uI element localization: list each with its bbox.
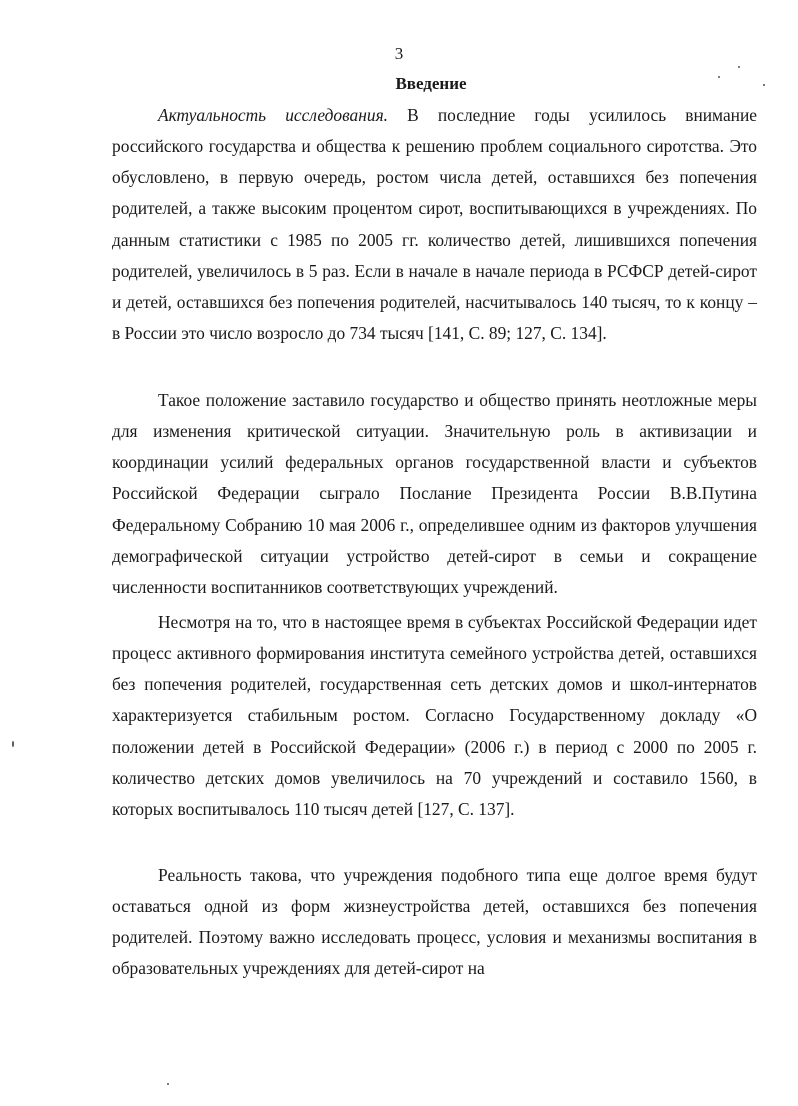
scan-speck — [763, 84, 765, 86]
paragraph-lead: Актуальность исследования. — [158, 105, 388, 125]
paragraph-government-measures — [112, 385, 757, 603]
paragraph-text: Несмотря на то, что в настоящее время в субъектах Российской Федерации идет процесс активного формирования института семейного устройства детей, оставшихся без попечения родителей, государственная сеть детских домов и школ-интернатов характеризуется стабильным ростом. Согласно Государственному докладу «О положении детей в Российской Федерации» (2006 г.) в период с 2000 по 2005 г. количество детских домов увеличилось на 70 учреждений и составило 1560, в которых воспитывалось 110 тысяч детей [127, С. 137]. — [112, 612, 757, 819]
paragraph-text: Такое положение заставило государство и общество принять неотложные меры для изменения критической ситуации. Значительную роль в активизации и координации усилий федеральных органов государственной власти и субъектов Российской Федерации сыграло Послание Президента России В.В.Путина Федеральному Собранию 10 мая 2006 г., определившее одним из факторов улучшения демографической ситуации устройство детей-сирот в семьи и сокращение численности воспитанников соответствующих учреждений. — [112, 390, 757, 597]
paragraph-text: Реальность такова, что учреждения подобного типа еще долгое время будут оставаться одной из форм жизнеустройства детей, оставшихся без попечения родителей. Поэтому важно исследовать процесс, условия и механизмы воспитания в образовательных учреждениях для детей-сирот на — [112, 865, 757, 979]
paragraph-text: В последние годы усилилось внимание российского государства и общества к решению проблем социального сиротства. Это обусловлено, в первую очередь, ростом числа детей, оставшихся без попечения родителей, а также высоким процентом сирот, воспитывающихся в учреждениях. По данным статистики с 1985 по 2005 гг. количество детей, лишившихся попечения родителей, увеличилось в 5 раз. Если в начале в начале периода в РСФСР детей-сирот и детей, оставшихся без попечения родителей, насчитывалось 140 тысяч, то к концу – в России это число возросло до 734 тысяч [141, С. 89; 127, С. 134]. — [112, 105, 757, 344]
section-heading: Введение — [395, 74, 467, 93]
paragraph-reality — [112, 860, 757, 985]
paragraph-orphanage-network — [112, 607, 757, 825]
scan-speck — [738, 66, 740, 68]
scan-speck — [718, 76, 720, 78]
scan-speck — [12, 741, 14, 747]
scan-speck — [167, 1083, 169, 1085]
page-number: 3 — [394, 44, 404, 63]
paragraph-body — [112, 100, 757, 349]
paragraph-relevance — [112, 100, 757, 349]
